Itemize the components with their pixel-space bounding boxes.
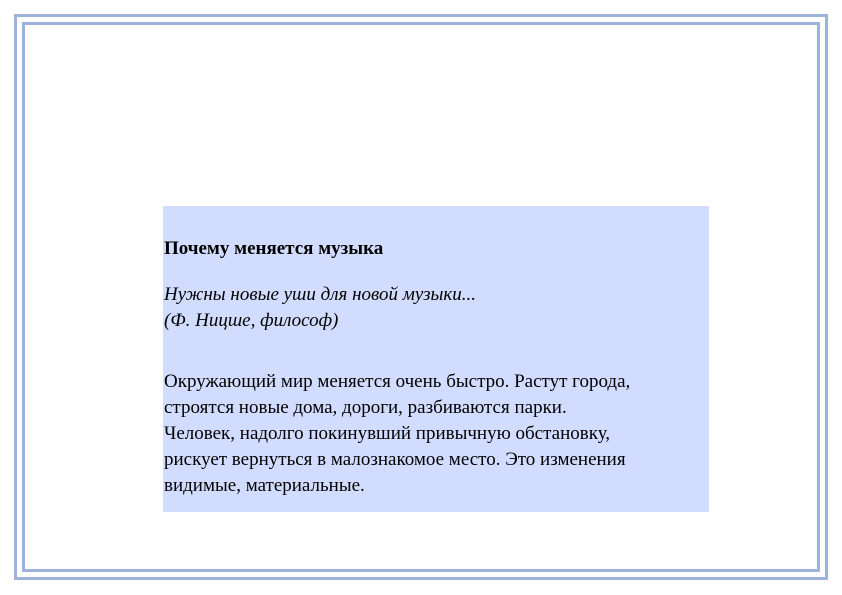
epigraph-quote: Нужны новые уши для новой музыки... bbox=[164, 284, 477, 305]
epigraph-attribution: (Ф. Ницше, философ) bbox=[164, 310, 339, 331]
body-line: Окружающий мир меняется очень быстро. Растут города, bbox=[164, 371, 631, 392]
epigraph bbox=[164, 282, 709, 334]
body-line: видимые, материальные. bbox=[164, 475, 365, 496]
article-textbox bbox=[163, 206, 709, 512]
body-line: рискует вернуться в малознакомое место. Это изменения bbox=[164, 449, 626, 470]
article-title: Почему меняется музыка bbox=[164, 238, 384, 259]
body-line: Человек, надолго покинувший привычную обстановку, bbox=[164, 423, 611, 444]
body-line: строятся новые дома, дороги, разбиваются парки. bbox=[164, 397, 567, 418]
article-body bbox=[164, 369, 709, 499]
